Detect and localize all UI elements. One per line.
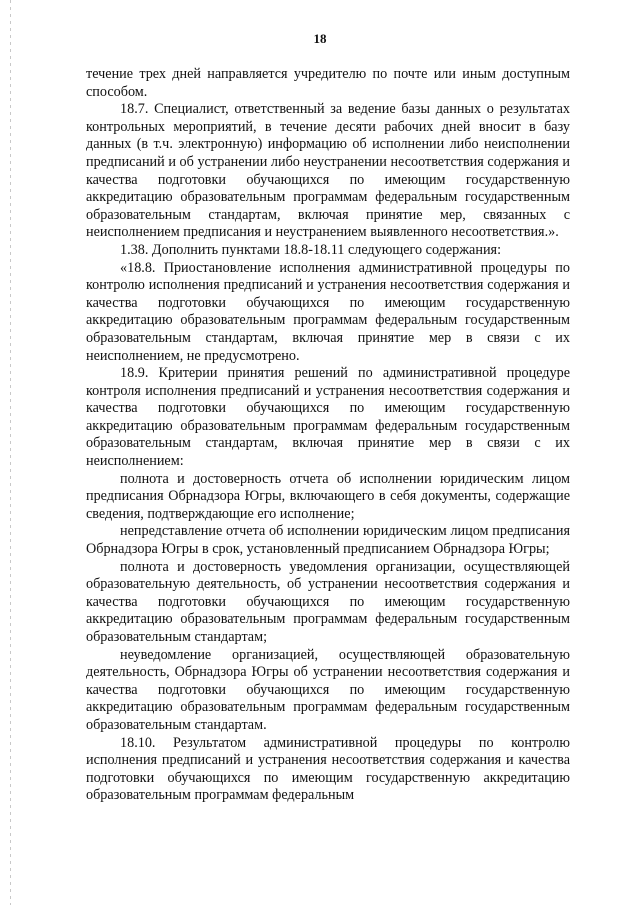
criterion-notice-missing: неуведомление организацией, осуществляющей образовательную деятельность, Обрнадзора Югры об устранении несоответствия содержания и качества подготовки обучающихся по имеющим государственную аккредитацию образовательным программам федеральным государственным образовательным стандартам.: [86, 646, 570, 733]
scan-edge: [10, 0, 11, 905]
paragraph-18-8: «18.8. Приостановление исполнения административной процедуры по контролю исполнения предписаний и устранения несоответствия содержания и качества подготовки обучающихся по имеющим государственную аккредитацию образовательным программам федеральным государственным образовательным стандартам, включая принятие мер в связи с их неисполнением, не предусмотрено.: [86, 259, 570, 364]
document-body: [86, 66, 570, 805]
criterion-report-missing: непредставление отчета об исполнении юридическим лицом предписания Обрнадзора Югры в срок, установленный предписанием Обрнадзора Югры;: [86, 523, 570, 558]
paragraph-18-7: 18.7. Специалист, ответственный за ведение базы данных о результатах контрольных мероприятий, в течение десяти рабочих дней вносит в базу данных (в т.ч. электронную) информацию об исполнении либо неисполнении предписаний и об устранении либо неустранении несоответствия содержания и качества подготовки обучающихся по имеющим государственную аккредитацию образовательным программам федеральным государственным образовательным стандартам, включая принятие мер, связанных с неисполнением предписания и неустранением выявленного несоответствия.».: [86, 101, 570, 241]
paragraph-continuation: течение трех дней направляется учредителю по почте или иным доступным способом.: [86, 66, 570, 100]
paragraph-18-10: 18.10. Результатом административной процедуры по контролю исполнения предписаний и устранения несоответствия содержания и качества подготовки обучающихся по имеющим государственную аккредитацию образовательным программам федеральным: [86, 734, 570, 804]
paragraph-18-9: 18.9. Критерии принятия решений по административной процедуре контроля исполнения предписаний и устранения несоответствия содержания и качества подготовки обучающихся по имеющим государственную аккредитацию образовательным программам федеральным государственным образовательным стандартам, включая принятие мер в связи с их неисполнением:: [86, 365, 570, 470]
paragraph-1-38: 1.38. Дополнить пунктами 18.8-18.11 следующего содержания:: [120, 241, 502, 258]
page-number: 18: [313, 31, 327, 46]
criterion-report-completeness: полнота и достоверность отчета об исполнении юридическим лицом предписания Обрнадзора Югры, включающего в себя документы, содержащие сведения, подтверждающие его исполнение;: [86, 470, 570, 522]
criterion-notice-completeness: полнота и достоверность уведомления организации, осуществляющей образовательную деятельность, об устранении несоответствия содержания и качества подготовки обучающихся по имеющим государственную аккредитацию образовательным программам федеральным государственным образовательным стандартам;: [86, 558, 570, 645]
